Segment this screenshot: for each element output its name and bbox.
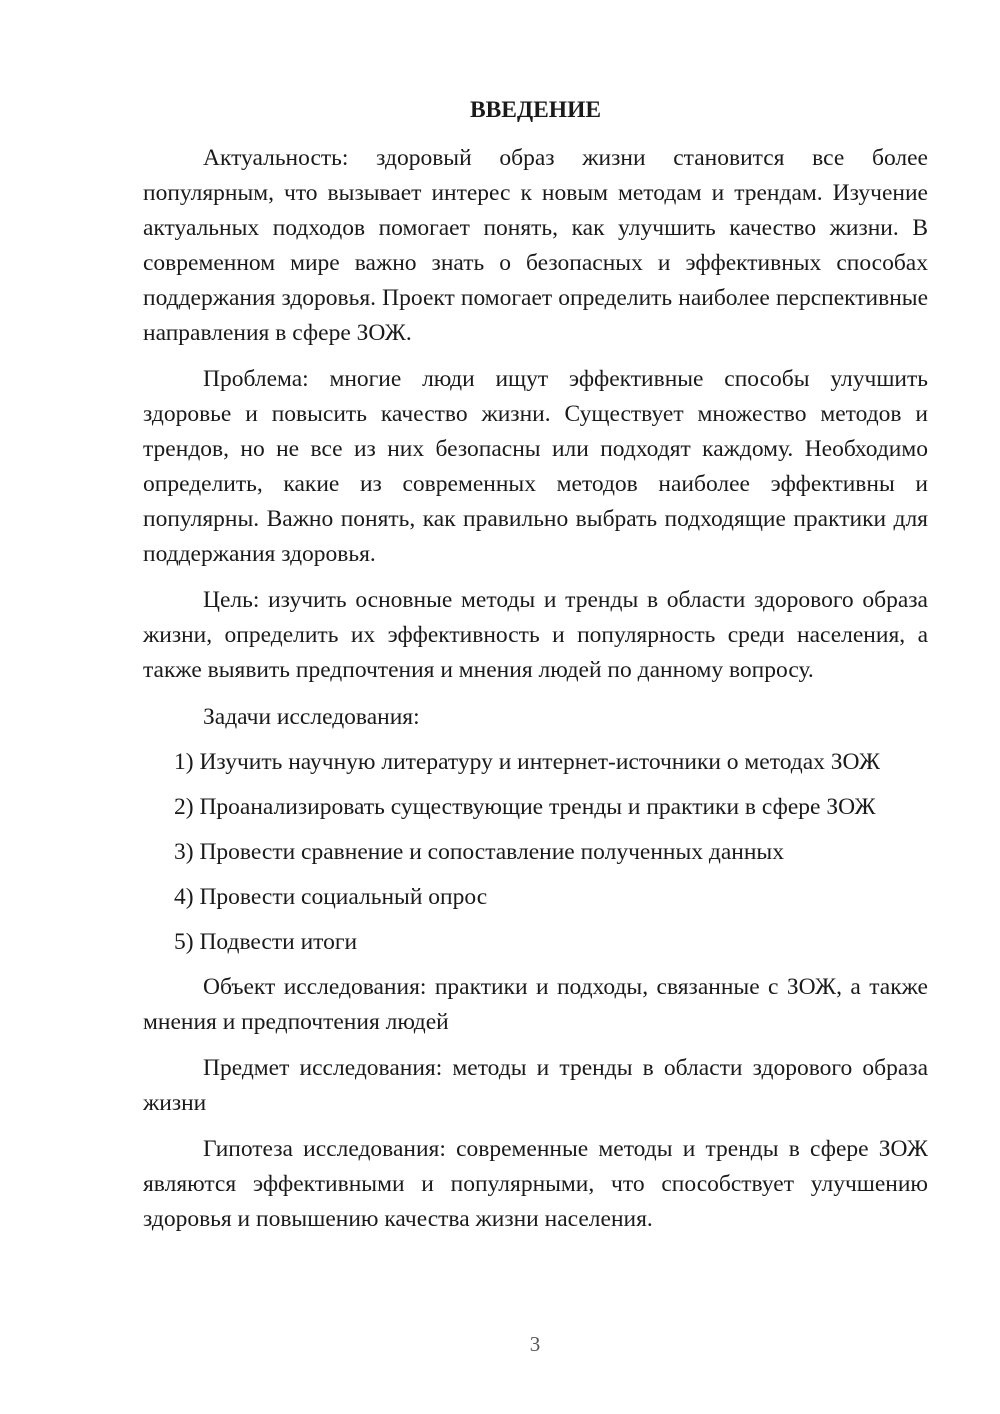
page-content xyxy=(143,93,928,1248)
paragraph-hypothesis: Гипотеза исследования: современные методы и тренды в сфере ЗОЖ являются эффективными и популярными, что способствует улучшению здоровья и повышению качества жизни населения. xyxy=(143,1136,928,1232)
task-item-5: 5) Подвести итоги xyxy=(174,929,358,955)
paragraph-problem: Проблема: многие люди ищут эффективные способы улучшить здоровье и повысить качество жизни. Существует множество методов и трендов, но не все из них безопасны или подходят каждому. Необходимо определить, какие из современных методов наиболее эффективны и популярны. Важно понять, как правильно выбрать подходящие практики для поддержания здоровья. xyxy=(143,366,928,567)
paragraph-relevance: Актуальность: здоровый образ жизни становится все более популярным, что вызывает интерес к новым методам и трендам. Изучение актуальных подходов помогает понять, как улучшить качество жизни. В современном мире важно знать о безопасных и эффективных способах поддержания здоровья. Проект помогает определить наиболее перспективные направления в сфере ЗОЖ. xyxy=(143,145,928,346)
task-list xyxy=(143,745,928,960)
task-item-3: 3) Провести сравнение и сопоставление полученных данных xyxy=(174,839,784,865)
task-item-4: 4) Провести социальный опрос xyxy=(174,884,488,910)
paragraph-object: Объект исследования: практики и подходы, связанные с ЗОЖ, а также мнения и предпочтения людей xyxy=(143,974,928,1035)
task-item-2: 2) Проанализировать существующие тренды и практики в сфере ЗОЖ xyxy=(174,794,876,820)
section-title: ВВЕДЕНИЕ xyxy=(469,97,602,123)
paragraph-subject: Предмет исследования: методы и тренды в области здорового образа жизни xyxy=(143,1055,928,1116)
task-item-1: 1) Изучить научную литературу и интернет-источники о методах ЗОЖ xyxy=(174,749,880,775)
page-number: 3 xyxy=(529,1332,541,1356)
paragraph-goal: Цель: изучить основные методы и тренды в области здорового образа жизни, определить их эффективность и популярность среди населения, а также выявить предпочтения и мнения людей по данному вопросу. xyxy=(143,587,928,683)
tasks-heading: Задачи исследования: xyxy=(203,704,420,730)
